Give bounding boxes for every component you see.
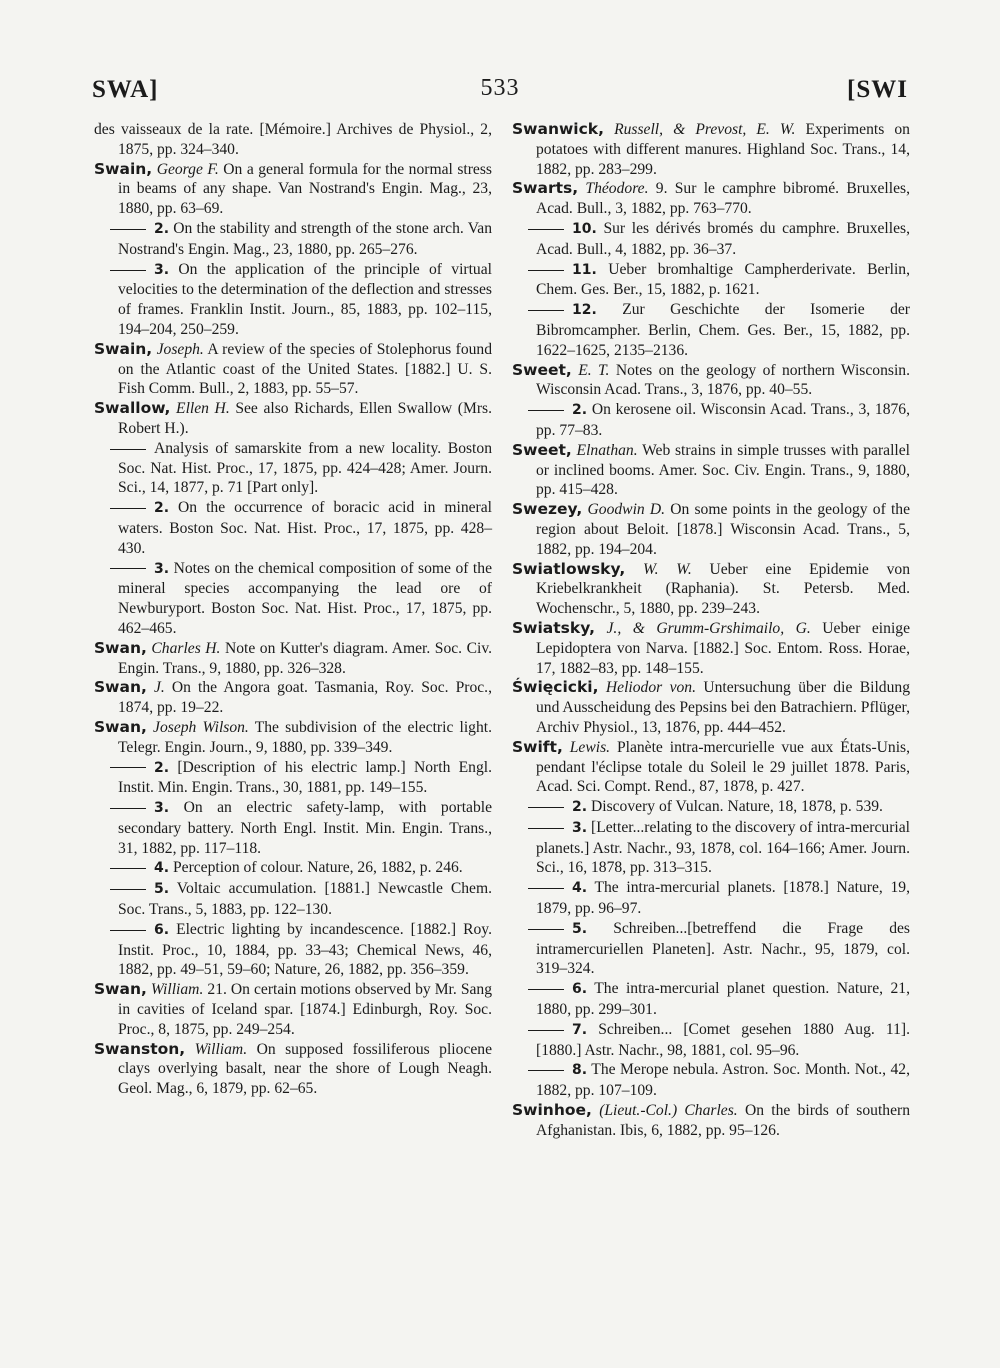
sub-entry [94,498,492,558]
author-surname: Swan, [94,717,147,736]
sub-entry [512,260,910,301]
entry-text: Sur les dérivés bromés du camphre. Bruxelles, Acad. Bull., 4, 1882, pp. 36–37. [536,219,910,258]
entry-number: 3. [572,819,588,836]
entry-number: 2. [154,759,170,776]
entry-text: Voltaic accumulation. [1881.] Newcastle Chem. Soc. Trans., 5, 1883, pp. 122–130. [118,880,492,919]
author-given-name: Joseph. [156,340,204,358]
author-surname: Swezey, [512,500,583,519]
sub-entry [94,879,492,920]
entry-text: See also Richards, Ellen Swallow (Mrs. Robert H.). [118,400,492,437]
author-surname: Święcicki, [512,678,599,697]
entry-text: The subdivision of the electric light. Telegr. Engin. Journ., 9, 1880, pp. 339–349. [118,718,493,756]
author-given-name: E. T. [578,361,610,379]
entry-text: Electric lighting by incandescence. [1882.] Roy. Instit. Proc., 10, 1884, pp. 33–43; Chemical News, 46, 1882, pp. 49–51, 59–60; Nature, 26, 1882, pp. 356–359. [118,920,492,979]
ditto-rule [110,270,146,271]
entry-number: 11. [572,261,597,278]
entry-text: On the Angora goat. Tasmania, Roy. Soc. Proc., 1874, pp. 19–22. [118,679,492,717]
entry-number: 2. [154,500,170,517]
author-surname: Swift, [512,737,563,756]
entry-number: 2. [154,220,170,237]
page-number: 533 [480,75,520,101]
entry-text: 21. On certain motions observed by Mr. Sang in cavities of Iceland spar. [1874.] Edinburgh, Roy. Soc. Proc., 8, 1875, pp. 249–254. [118,981,493,1038]
entry-text: Web strains in simple trusses with parallel or inclined booms. Amer. Soc. Civ. Engin. Trans., 9, 1880, pp. 415–428. [536,441,910,499]
sub-entry [512,878,910,919]
entry-text: On the birds of southern Afghanistan. Ibis, 6, 1882, pp. 95–126. [536,1102,910,1139]
author-surname: Swain, [94,159,153,178]
entry-number: 12. [572,302,597,319]
sub-entry [94,758,492,799]
entry-number: 2. [572,402,588,419]
bibliography-entry [94,718,492,758]
bibliography-entry [94,1040,492,1099]
entry-text: Discovery of Vulcan. Nature, 18, 1878, p. 539. [590,798,883,816]
bibliography-entry [94,399,492,439]
bibliography-entry [512,441,910,500]
entry-text: Zur Geschichte der Isomerie der Bibromcampher. Berlin, Chem. Ges. Ber., 15, 1882, pp. 1622–1625, 2135–2136. [536,301,910,359]
ditto-rule [528,989,564,990]
entry-text: On kerosene oil. Wisconsin Acad. Trans., 3, 1876, pp. 77–83. [536,401,910,439]
author-given-name: Joseph Wilson. [153,718,249,736]
entry-continuation [94,120,492,160]
running-head-right: [SWI [847,76,908,103]
entry-number: 10. [572,220,597,237]
ditto-rule [110,808,146,809]
bibliography-entry [512,1101,910,1141]
entry-number: 4. [572,880,588,897]
entry-text: On an electric safety-lamp, with portable secondary battery. North Engl. Instit. Min. Engin. Trans., 31, 1882, pp. 117–118. [118,799,492,857]
author-given-name: Goodwin D. [587,501,666,519]
sub-entry [512,1020,910,1061]
bibliography-entry [94,980,492,1039]
ditto-rule [528,929,564,930]
ditto-rule [110,229,146,230]
bibliography-entry [512,678,910,737]
bibliography-entry [512,738,910,797]
author-surname: Swanston, [94,1039,186,1058]
entry-text: des vaisseaux de la rate. [Mémoire.] Archives de Physiol., 2, 1875, pp. 324–340. [94,121,492,158]
right-column [512,120,910,1141]
author-surname: Swiatlowsky, [512,559,626,578]
author-given-name: Elnathan. [576,441,638,459]
ditto-rule [110,508,146,509]
ditto-rule [528,310,564,311]
sub-entry [94,439,492,498]
author-surname: Swarts, [512,179,579,198]
running-head-left: SWA] [92,76,159,103]
ditto-rule [528,229,564,230]
author-surname: Sweet, [512,360,572,379]
ditto-rule [110,449,146,450]
ditto-rule [528,1030,564,1031]
ditto-rule [110,767,146,768]
entry-text: Notes on the chemical composition of some of the mineral species accompanying the lead ore of Newburyport. Boston Soc. Nat. Hist. Proc., 17, 1875, pp. 462–465. [118,559,492,637]
author-surname: Swan, [94,980,147,999]
ditto-rule [528,828,564,829]
author-surname: Swan, [94,678,147,697]
entry-text: Perception of colour. Nature, 26, 1882, p. 246. [172,859,463,877]
entry-text: Note on Kutter's diagram. Amer. Soc. Civ. Engin. Trans., 9, 1880, pp. 326–328. [118,639,493,677]
sub-entry [512,400,910,441]
entry-number: 6. [154,921,170,938]
bibliography-entry [512,560,910,619]
author-given-name: Heliodor von. [605,679,696,697]
bibliography-entry [512,361,910,401]
entry-text: Notes on the geology of northern Wisconsin. Wisconsin Acad. Trans., 3, 1876, pp. 40–55. [536,361,910,399]
bibliography-entry [512,179,910,219]
sub-entry [94,559,492,639]
author-surname: Swanwick, [512,120,604,138]
author-given-name: W. W. [643,560,692,578]
author-given-name: George F. [156,160,219,178]
entry-text: On the application of the principle of virtual velocities to the determination of the deflection and stresses of frames. Franklin Instit. Journ., 85, 1883, pp. 102–115, 194–204, 250–259. [118,260,492,338]
entry-text: Ueber bromhaltige Campherderivate. Berlin, Chem. Ges. Ber., 15, 1882, p. 1621. [536,260,910,299]
entry-number: 3. [154,261,170,278]
ditto-rule [528,1070,564,1071]
entry-text: On some points in the geology of the region about Beloit. [1878.] Wisconsin Acad. Trans., 5, 1882, pp. 194–204. [536,501,910,558]
ditto-rule [528,410,564,411]
author-given-name: (Lieut.-Col.) Charles. [599,1102,738,1120]
author-given-name: William. [150,981,204,999]
author-surname: Swiatsky, [512,618,595,637]
author-given-name: Charles H. [151,639,221,657]
entry-text: On the occurrence of boracic acid in mineral waters. Boston Soc. Nat. Hist. Proc., 17, 1875, pp. 428–430. [118,499,492,557]
entry-text: On a general formula for the normal stress in beams of any shape. Van Nostrand's Engin. Mag., 23, 1880, pp. 63–69. [118,160,492,218]
bibliography-entry [512,120,910,179]
author-given-name: Théodore. [585,180,649,198]
entry-text: A review of the species of Stolephorus found on the Atlantic coast of the United States. [1882.] U. S. Fish Comm. Bull., 2, 1883, pp. 55–57. [118,340,493,398]
author-surname: Sweet, [512,440,572,459]
bibliography-entry [94,678,492,718]
author-given-name: William. [194,1040,248,1058]
entry-text: Planète intra-mercurielle vue aux États-Unis, pendant l'éclipse totale du Soleil le 29 juillet 1878. Paris, Acad. Sci. Compt. Rend., 87, 1878, p. 427. [536,738,910,796]
entry-number: 6. [572,981,588,998]
entry-number: 2. [572,799,588,816]
left-column [94,120,492,1099]
entry-number: 5. [572,920,588,937]
author-given-name: J., & Grumm-Grshimailo, G. [606,619,811,637]
bibliography-entry [94,639,492,679]
entry-text: Schreiben... [Comet gesehen 1880 Aug. 11]. [1880.] Astr. Nachr., 98, 1881, col. 95–96. [536,1020,910,1059]
author-given-name: Lewis. [569,738,611,756]
sub-entry [94,858,492,879]
bibliography-entry [94,160,492,219]
ditto-rule [110,568,146,569]
ditto-rule [110,868,146,869]
entry-text: Ueber einige Lepidoptera von Narva. [1882.] Soc. Entom. Ross. Horae, 17, 1882–83, pp. 148–155. [536,619,910,677]
entry-number: 3. [154,800,170,817]
sub-entry [512,979,910,1020]
sub-entry [512,919,910,979]
sub-entry [94,219,492,260]
bibliography-entry [94,340,492,399]
entry-text: Untersuchung über die Bildung und Ausscheidung des Pepsins bei den Batrachiern. Pflüger, Archiv Physiol., 13, 1876, pp. 444–452. [536,679,910,736]
entry-text: Ueber eine Epidemie von Kriebelkrankheit (Raphania). St. Petersb. Med. Wochenschr., 5, 1880, pp. 239–243. [536,560,910,618]
entry-number: 8. [572,1062,588,1079]
sub-entry [512,797,910,818]
author-given-name: Ellen H. [176,400,230,418]
sub-entry [512,1060,910,1101]
entry-number: 3. [154,560,170,577]
entry-text: Analysis of samarskite from a new locality. Boston Soc. Nat. Hist. Proc., 17, 1875, pp. 424–428; Amer. Journ. Sci., 14, 1877, p. 71 [Part only]. [118,439,492,497]
entry-text: [Letter...relating to the discovery of intra-mercurial planets.] Astr. Nachr., 93, 1878, col. 164–166; Amer. Journ. Sci., 16, 1878, pp. 313–315. [536,818,910,877]
entry-text: Schreiben...[betreffend die Frage des intramercuriellen Planeten]. Astr. Nachr., 95, 1879, col. 319–324. [536,919,910,978]
entry-text: [Description of his electric lamp.] North Engl. Instit. Min. Engin. Trans., 30, 1881, pp. 149–155. [118,758,492,797]
ditto-rule [528,807,564,808]
ditto-rule [528,270,564,271]
entry-number: 7. [572,1021,588,1038]
sub-entry [512,300,910,360]
ditto-rule [110,889,146,890]
author-surname: Swain, [94,339,153,358]
ditto-rule [110,930,146,931]
sub-entry [512,219,910,260]
ditto-rule [528,888,564,889]
sub-entry [94,260,492,340]
author-given-name: J. [153,679,165,697]
sub-entry [512,818,910,878]
sub-entry [94,798,492,858]
entry-text: On supposed fossiliferous pliocene clays overlying basalt, near the shore of Lough Neagh. Geol. Mag., 6, 1879, pp. 62–65. [118,1040,493,1098]
entry-number: 4. [154,860,170,877]
author-surname: Swinhoe, [512,1101,592,1120]
entry-text: 9. Sur le camphre bibromé. Bruxelles, Acad. Bull., 3, 1882, pp. 763–770. [536,180,910,218]
entry-text: Experiments on potatoes with different manures. Highland Soc. Trans., 14, 1882, pp. 283–299. [536,121,910,178]
sub-entry [94,920,492,980]
entry-text: The Merope nebula. Astron. Soc. Month. Not., 42, 1882, pp. 107–109. [536,1061,910,1100]
entry-text: On the stability and strength of the stone arch. Van Nostrand's Engin. Mag., 23, 1880, pp. 265–276. [118,219,492,258]
author-given-name: Russell, & Prevost, E. W. [614,121,796,138]
entry-number: 5. [154,881,170,898]
author-surname: Swan, [94,638,147,657]
entry-text: The intra-mercurial planets. [1878.] Nature, 19, 1879, pp. 96–97. [536,879,910,918]
author-surname: Swallow, [94,399,171,418]
bibliography-entry [512,500,910,559]
entry-text: The intra-mercurial planet question. Nature, 21, 1880, pp. 299–301. [536,980,910,1019]
bibliography-entry [512,619,910,678]
